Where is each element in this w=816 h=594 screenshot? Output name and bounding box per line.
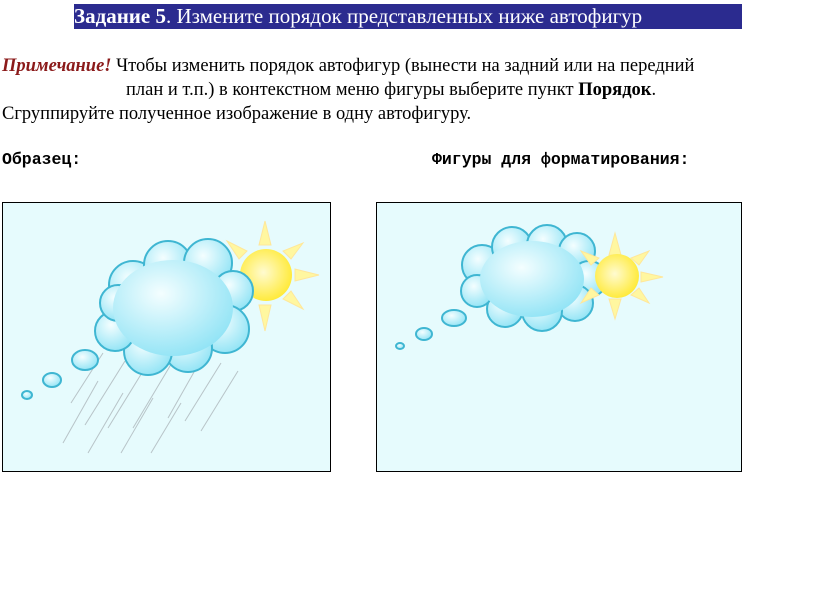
note-line-1: [2, 54, 812, 78]
sample-canvas: [3, 203, 330, 471]
shapes-canvas: [377, 203, 741, 471]
cloud-icon: [22, 239, 253, 399]
note-label: Примечание!: [2, 56, 112, 76]
note-block: [2, 54, 812, 126]
sample-panel: [2, 202, 331, 472]
task-number: Задание 5: [74, 4, 166, 28]
shapes-panel: [376, 202, 742, 472]
note-line-2: [2, 78, 812, 102]
cloud-icon: [396, 225, 607, 349]
task-text: . Измените порядок представленных ниже автофигур: [165, 4, 643, 28]
sample-label: Образец:: [2, 150, 82, 169]
note-text-1: Чтобы изменить порядок автофигур (вынести на задний или на передний: [111, 56, 695, 76]
note-line-3: Сгруппируйте полученное изображение в одну автофигуру.: [2, 104, 472, 124]
task-title: [74, 4, 742, 29]
note-menu-item: Порядок: [578, 80, 652, 100]
note-text-2-end: .: [651, 80, 657, 100]
note-text-2: план и т.п.) в контекстном меню фигуры выберите пункт: [126, 80, 579, 100]
shapes-label: Фигуры для форматирования:: [432, 150, 690, 169]
